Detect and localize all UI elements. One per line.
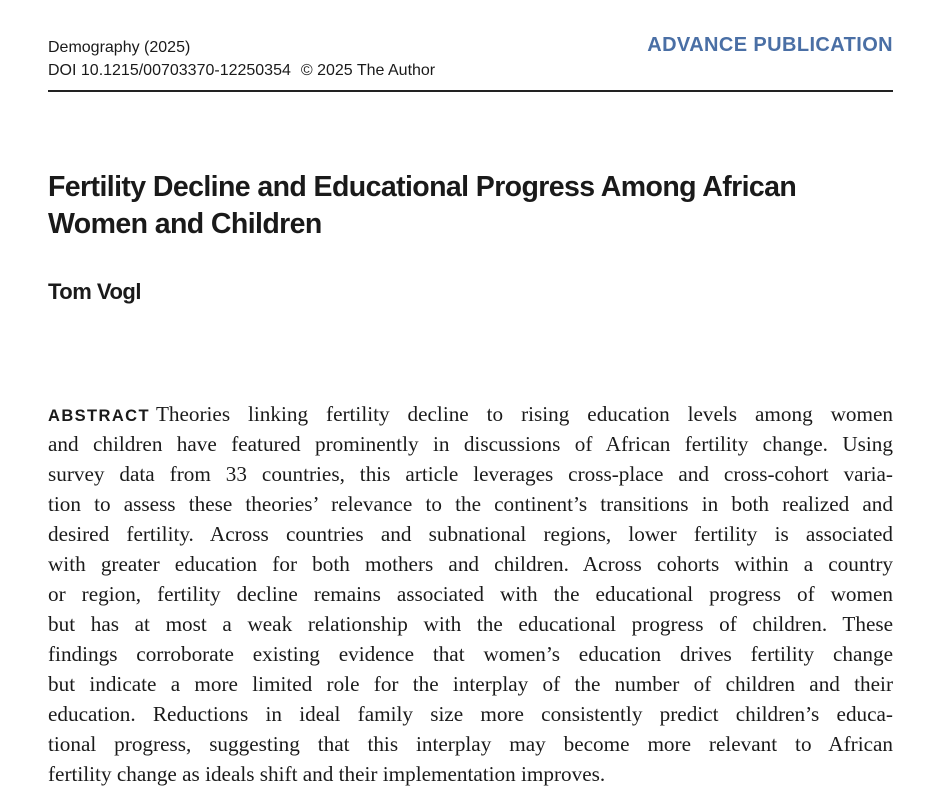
title-line: Women and Children: [48, 208, 322, 240]
abstract-line: desired fertility. Across countries and subnational regions, lower fertility is associated: [48, 522, 893, 546]
abstract-line: and children have featured prominently in discussions of African fertility change. Using: [48, 432, 893, 456]
doi-copyright-line: [48, 59, 435, 82]
abstract-line-text: Theories linking fertility decline to rising education levels among women: [155, 402, 893, 426]
abstract-line: tion to assess these theories’ relevance to the continent’s transitions in both realized and: [48, 492, 893, 516]
copyright: © 2025 The Author: [300, 62, 436, 79]
journal-citation: Demography (2025): [48, 39, 191, 56]
abstract-label: ABSTRACT: [48, 407, 150, 425]
abstract-line: [48, 399, 893, 429]
abstract-line: but indicate a more limited role for the interplay of the number of children and their: [48, 672, 893, 696]
advance-publication-label: ADVANCE PUBLICATION: [647, 34, 893, 56]
abstract-line: or region, fertility decline remains associated with the educational progress of women: [48, 582, 893, 606]
doi: DOI 10.1215/00703370-12250354: [48, 62, 291, 79]
title-line: Fertility Decline and Educational Progress Among African: [48, 171, 797, 203]
journal-header: [48, 36, 893, 92]
abstract-line: but has at most a weak relationship with the educational progress of children. These: [48, 612, 893, 636]
abstract-line: survey data from 33 countries, this article leverages cross-place and cross-cohort varia-: [48, 462, 893, 486]
article-title: [48, 169, 898, 243]
abstract-line: fertility change as ideals shift and their implementation improves.: [48, 762, 606, 786]
author-name: Tom Vogl: [48, 279, 141, 304]
abstract-line: with greater education for both mothers and children. Across cohorts within a country: [48, 552, 893, 576]
journal-meta: [48, 36, 435, 82]
abstract-line: tional progress, suggesting that this interplay may become more relevant to African: [48, 732, 893, 756]
abstract: [48, 399, 893, 789]
abstract-line: education. Reductions in ideal family size more consistently predict children’s educa-: [48, 702, 893, 726]
abstract-line: findings corroborate existing evidence that women’s education drives fertility change: [48, 642, 893, 666]
